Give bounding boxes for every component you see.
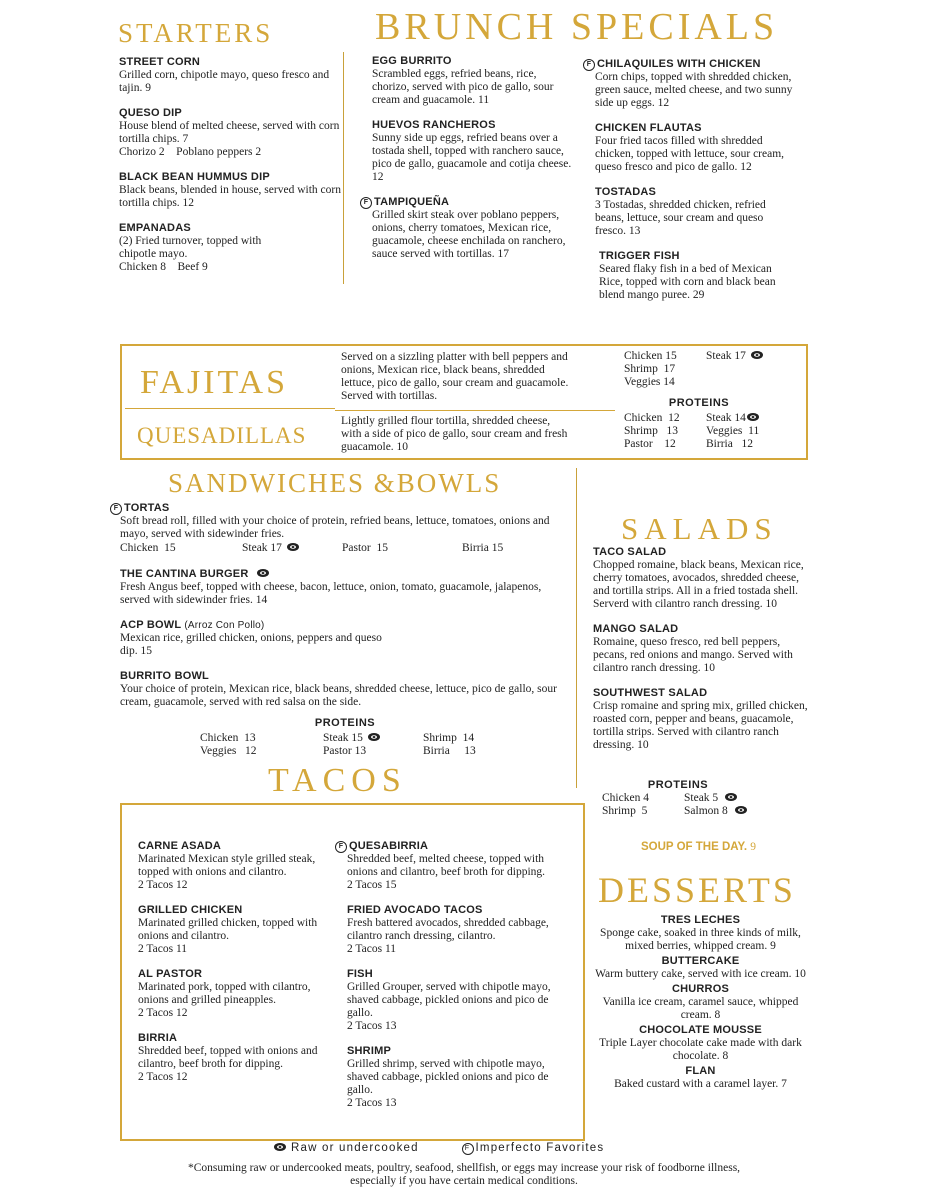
item-desc: Chopped romaine, black beans, Mexican rice, cherry tomatoes, avocados, shredded cheese, and tortilla strips. All in a fried tostada shell. Serverd with cilantro ranch dressing. 10	[593, 559, 804, 610]
item-name: ACP BOWL	[120, 619, 182, 631]
favorite-icon: F	[360, 197, 372, 209]
item-name: BURRITO BOWL	[120, 670, 209, 682]
price-item: Chicken 15	[624, 350, 677, 362]
menu-item	[583, 250, 795, 302]
menu-item	[119, 222, 344, 274]
item-name: STREET CORN	[119, 56, 201, 68]
menu-item	[360, 55, 575, 107]
menu-item	[119, 56, 344, 95]
quesadillas-title: QUESADILLAS	[137, 423, 307, 448]
quesadillas-prices	[624, 412, 794, 454]
item-desc: Shredded beef, topped with onions and cilantro, beef broth for dipping.	[138, 1045, 318, 1070]
quesadillas-desc: Lightly grilled flour tortilla, shredded cheese, with a side of pico de gallo, sour cream and fresh guacamole. 10	[341, 415, 568, 453]
item-desc: Mexican rice, grilled chicken, onions, peppers and queso dip. 15	[120, 632, 382, 657]
legend-raw: Raw or undercooked	[291, 1142, 419, 1154]
price-item: Pastor 12	[624, 438, 676, 450]
fajitas-title: FAJITAS	[140, 364, 289, 401]
menu-item	[335, 840, 575, 892]
item-desc: Marinated grilled chicken, topped with onions and cilantro.	[138, 917, 318, 942]
price-item: Pastor 13	[323, 745, 367, 757]
item-desc: Grilled skirt steak over poblano peppers, onions, cherry tomatoes, Mexican rice, guacamole, cheese enchilada on ranchero, sauce served with tortillas. 17	[372, 209, 566, 260]
sandwiches-list	[110, 502, 560, 713]
item-name: CHILAQUILES WITH CHICKEN	[597, 58, 761, 70]
item-price: 2 Tacos 11	[347, 943, 397, 955]
item-extra: Chicken 8 Beef 9	[119, 261, 208, 273]
desserts-title: DESSERTS	[598, 870, 796, 910]
menu-item	[360, 196, 575, 261]
divider	[576, 468, 577, 788]
item-desc: Fresh battered avocados, shredded cabbage, cilantro ranch dressing, cilantro.	[347, 917, 549, 942]
item-desc: Scrambled eggs, refried beans, rice, chorizo, served with pico de gallo, sour cream and guacamole. 11	[372, 68, 554, 106]
item-desc: Sunny side up eggs, refried beans over a tostada shell, topped with ranchero sauce, pico de gallo, guacamole and cotija cheese. 12	[372, 132, 572, 183]
menu-item	[588, 955, 813, 981]
soup-of-the-day: SOUP OF THE DAY. 9	[641, 841, 757, 853]
raw-icon	[750, 350, 764, 360]
item-name: HUEVOS RANCHEROS	[372, 119, 496, 131]
item-name: TORTAS	[124, 502, 170, 514]
item-name: SOUTHWEST SALAD	[593, 687, 708, 699]
item-desc: Warm buttery cake, served with ice cream. 10	[595, 968, 806, 980]
divider	[335, 410, 615, 411]
legend	[273, 1142, 604, 1155]
tacos-title: TACOS	[268, 762, 407, 799]
item-name: TACO SALAD	[593, 546, 667, 558]
menu-item	[110, 502, 560, 556]
price-item: Steak 17	[242, 542, 300, 555]
menu-item	[593, 623, 808, 675]
item-desc: House blend of melted cheese, served with corn tortilla chips. 7	[119, 120, 340, 145]
item-desc: 3 Tostadas, shredded chicken, refried beans, lettuce, sour cream and queso fresco. 13	[595, 199, 766, 237]
item-desc: Marinated Mexican style grilled steak, topped with onions and cilantro.	[138, 853, 316, 878]
item-desc: Triple Layer chocolate cake made with dark chocolate. 8	[599, 1037, 802, 1062]
price-item: Birria 15	[462, 542, 504, 554]
menu-item	[583, 186, 795, 238]
price-item: Chicken 13	[200, 732, 256, 744]
tacos-left-list	[138, 840, 338, 1096]
item-desc: Grilled corn, chipotle mayo, queso fresco and tajin. 9	[119, 69, 330, 94]
item-subtitle: (Arroz Con Pollo)	[184, 620, 265, 631]
item-desc: Soft bread roll, filled with your choice of protein, refried beans, lettuce, tomatoes, onions and mayo, served with sidewinder fries.	[120, 515, 550, 540]
raw-icon	[734, 805, 748, 815]
menu-item	[335, 968, 575, 1033]
starters-list	[119, 56, 344, 286]
item-desc: Crisp romaine and spring mix, grilled chicken, roasted corn, pepper and beans, guacamole, tortilla strips. Served with cilantro ranch dressing. 10	[593, 700, 808, 751]
item-name: FLAN	[685, 1065, 716, 1077]
price-item: Steak 17	[706, 350, 764, 363]
menu-item	[588, 1024, 813, 1063]
item-name: BIRRIA	[138, 1032, 178, 1044]
item-name: TOSTADAS	[595, 186, 657, 198]
price-item: Salmon 8	[684, 805, 748, 818]
item-price: 2 Tacos 12	[138, 1071, 188, 1083]
sandwiches-title: SANDWICHES &BOWLS	[168, 468, 502, 498]
item-name: TAMPIQUEÑA	[374, 196, 450, 208]
item-name: TRES LECHES	[660, 914, 741, 926]
item-desc: Four fried tacos filled with shredded chicken, topped with lettuce, sour cream, queso fresco and pico de gallo. 12	[595, 135, 785, 173]
menu-item	[110, 619, 560, 658]
menu-item	[335, 1045, 575, 1110]
raw-icon	[273, 1142, 287, 1152]
item-name: THE CANTINA BURGER	[120, 568, 249, 580]
menu-item	[588, 1065, 813, 1091]
item-desc: Baked custard with a caramel layer. 7	[614, 1078, 787, 1090]
item-desc: Black beans, blended in house, served with corn tortilla chips. 12	[119, 184, 341, 209]
price-item: Veggies 14	[624, 376, 675, 388]
price-item: Shrimp 13	[624, 425, 678, 437]
menu-item	[583, 58, 795, 110]
favorite-icon: F	[462, 1143, 474, 1155]
raw-icon	[367, 732, 381, 742]
price-item: Veggies 11	[706, 425, 760, 437]
menu-item	[138, 1032, 338, 1084]
item-name: QUESABIRRIA	[349, 840, 429, 852]
price-item: Chicken 4	[602, 792, 649, 804]
item-desc: Corn chips, topped with shredded chicken, green sauce, melted cheese, and two sunny side up eggs. 12	[595, 71, 793, 109]
bowl-proteins	[200, 732, 500, 760]
item-name: QUESO DIP	[119, 107, 182, 119]
item-desc: Sponge cake, soaked in three kinds of milk, mixed berries, whipped cream. 9	[600, 927, 801, 952]
price-item: Birria 12	[706, 438, 753, 450]
salads-list	[593, 546, 808, 764]
disclaimer: *Consuming raw or undercooked meats, poultry, seafood, shellfish, or eggs may increase your risk of foodborne illness, especially if you have certain medical conditions.	[187, 1162, 741, 1187]
item-name: FISH	[347, 968, 373, 980]
item-name: AL PASTOR	[138, 968, 203, 980]
item-name: CARNE ASADA	[138, 840, 222, 852]
salad-proteins	[602, 792, 772, 820]
price-item: Shrimp 14	[423, 732, 475, 744]
item-price: 2 Tacos 15	[347, 879, 397, 891]
item-price: 2 Tacos 11	[138, 943, 188, 955]
price-item: Birria 13	[423, 745, 476, 757]
raw-icon	[286, 542, 300, 552]
menu-item	[138, 904, 338, 956]
menu-item	[583, 122, 795, 174]
fajitas-prices	[624, 350, 794, 395]
menu-item	[138, 968, 338, 1020]
item-name: MANGO SALAD	[593, 623, 679, 635]
price-item: Steak 14	[706, 412, 760, 425]
price-item: Veggies 12	[200, 745, 257, 757]
price-item: Shrimp 5	[602, 805, 648, 817]
item-name: EGG BURRITO	[372, 55, 452, 67]
item-desc: Fresh Angus beef, topped with cheese, bacon, lettuce, onion, tomato, guacamole, jalapenos, served with sidewinder fries. 14	[120, 581, 542, 606]
raw-icon	[256, 568, 270, 578]
item-desc: Marinated pork, topped with cilantro, onions and grilled pineapples.	[138, 981, 311, 1006]
item-name: CHURROS	[671, 983, 729, 995]
menu-item	[593, 546, 808, 611]
menu-item	[110, 670, 560, 709]
item-name: BUTTERCAKE	[661, 955, 740, 967]
favorite-icon: F	[335, 841, 347, 853]
item-name: CHOCOLATE MOUSSE	[639, 1024, 762, 1036]
legend-favorites: Imperfecto Favorites	[475, 1142, 605, 1154]
price-item: Chicken 12	[624, 412, 680, 424]
brunch-right-list	[583, 58, 795, 314]
menu-item	[119, 107, 344, 159]
desserts-list	[588, 914, 813, 1091]
menu-item	[360, 119, 575, 184]
proteins-title: PROTEINS	[647, 779, 709, 791]
item-desc: Seared flaky fish in a bed of Mexican Rice, topped with corn and black bean blend mango puree. 29	[599, 263, 776, 301]
item-desc: Your choice of protein, Mexican rice, black beans, shredded cheese, lettuce, pico de gallo, sour cream, guacamole, served with red salsa on the side.	[120, 683, 557, 708]
item-extra: Chorizo 2 Poblano peppers 2	[119, 146, 262, 158]
item-desc: Grilled Grouper, served with chipotle mayo, shaved cabbage, pickled onions and pico de gallo.	[347, 981, 551, 1019]
item-name: TRIGGER FISH	[599, 250, 680, 262]
item-name: GRILLED CHICKEN	[138, 904, 243, 916]
item-name: EMPANADAS	[119, 222, 191, 234]
raw-icon	[746, 412, 760, 422]
price-item: Steak 5	[684, 792, 738, 805]
item-price: 2 Tacos 12	[138, 1007, 188, 1019]
item-desc: Grilled shrimp, served with chipotle mayo, shaved cabbage, pickled onions and pico de gallo.	[347, 1058, 549, 1096]
item-name: FRIED AVOCADO TACOS	[347, 904, 483, 916]
favorite-icon: F	[583, 59, 595, 71]
tacos-right-list	[335, 840, 575, 1122]
menu-item	[119, 171, 344, 210]
menu-item	[335, 904, 575, 956]
price-item: Chicken 15	[120, 542, 176, 554]
item-price: 2 Tacos 13	[347, 1097, 397, 1109]
item-desc: Shredded beef, melted cheese, topped with onions and cilantro, beef broth for dipping.	[347, 853, 546, 878]
tortas-prices	[120, 542, 560, 556]
menu-item	[588, 914, 813, 953]
item-name: CHICKEN FLAUTAS	[595, 122, 702, 134]
proteins-title: PROTEINS	[668, 397, 730, 409]
price-item: Shrimp 17	[624, 363, 676, 375]
salads-title: SALADS	[621, 511, 778, 546]
item-desc: Romaine, queso fresco, red bell peppers, pecans, red onions and mango. Served with cilantro ranch dressing. 10	[593, 636, 793, 674]
item-name: BLACK BEAN HUMMUS DIP	[119, 171, 270, 183]
menu-item	[110, 568, 560, 607]
proteins-title: PROTEINS	[314, 717, 376, 729]
price-item: Pastor 15	[342, 542, 388, 554]
price-item: Steak 15	[323, 732, 381, 745]
menu-item	[588, 983, 813, 1022]
item-desc: Vanilla ice cream, caramel sauce, whipped cream. 8	[602, 996, 799, 1021]
starters-title: STARTERS	[118, 18, 274, 48]
divider	[125, 408, 335, 409]
fajitas-desc: Served on a sizzling platter with bell peppers and onions, Mexican rice, black beans, shredded lettuce, pico de gallo, sour cream and guacamole. Served with tortillas.	[341, 351, 569, 402]
brunch-title: BRUNCH SPECIALS	[375, 6, 779, 48]
brunch-left-list	[360, 55, 575, 273]
favorite-icon: F	[110, 503, 122, 515]
raw-icon	[724, 792, 738, 802]
item-price: 2 Tacos 12	[138, 879, 188, 891]
item-price: 2 Tacos 13	[347, 1020, 397, 1032]
menu-item	[593, 687, 808, 752]
menu-item	[138, 840, 338, 892]
divider	[343, 52, 344, 284]
item-name: SHRIMP	[347, 1045, 391, 1057]
item-desc: (2) Fried turnover, topped with chipotle mayo.	[119, 235, 262, 260]
